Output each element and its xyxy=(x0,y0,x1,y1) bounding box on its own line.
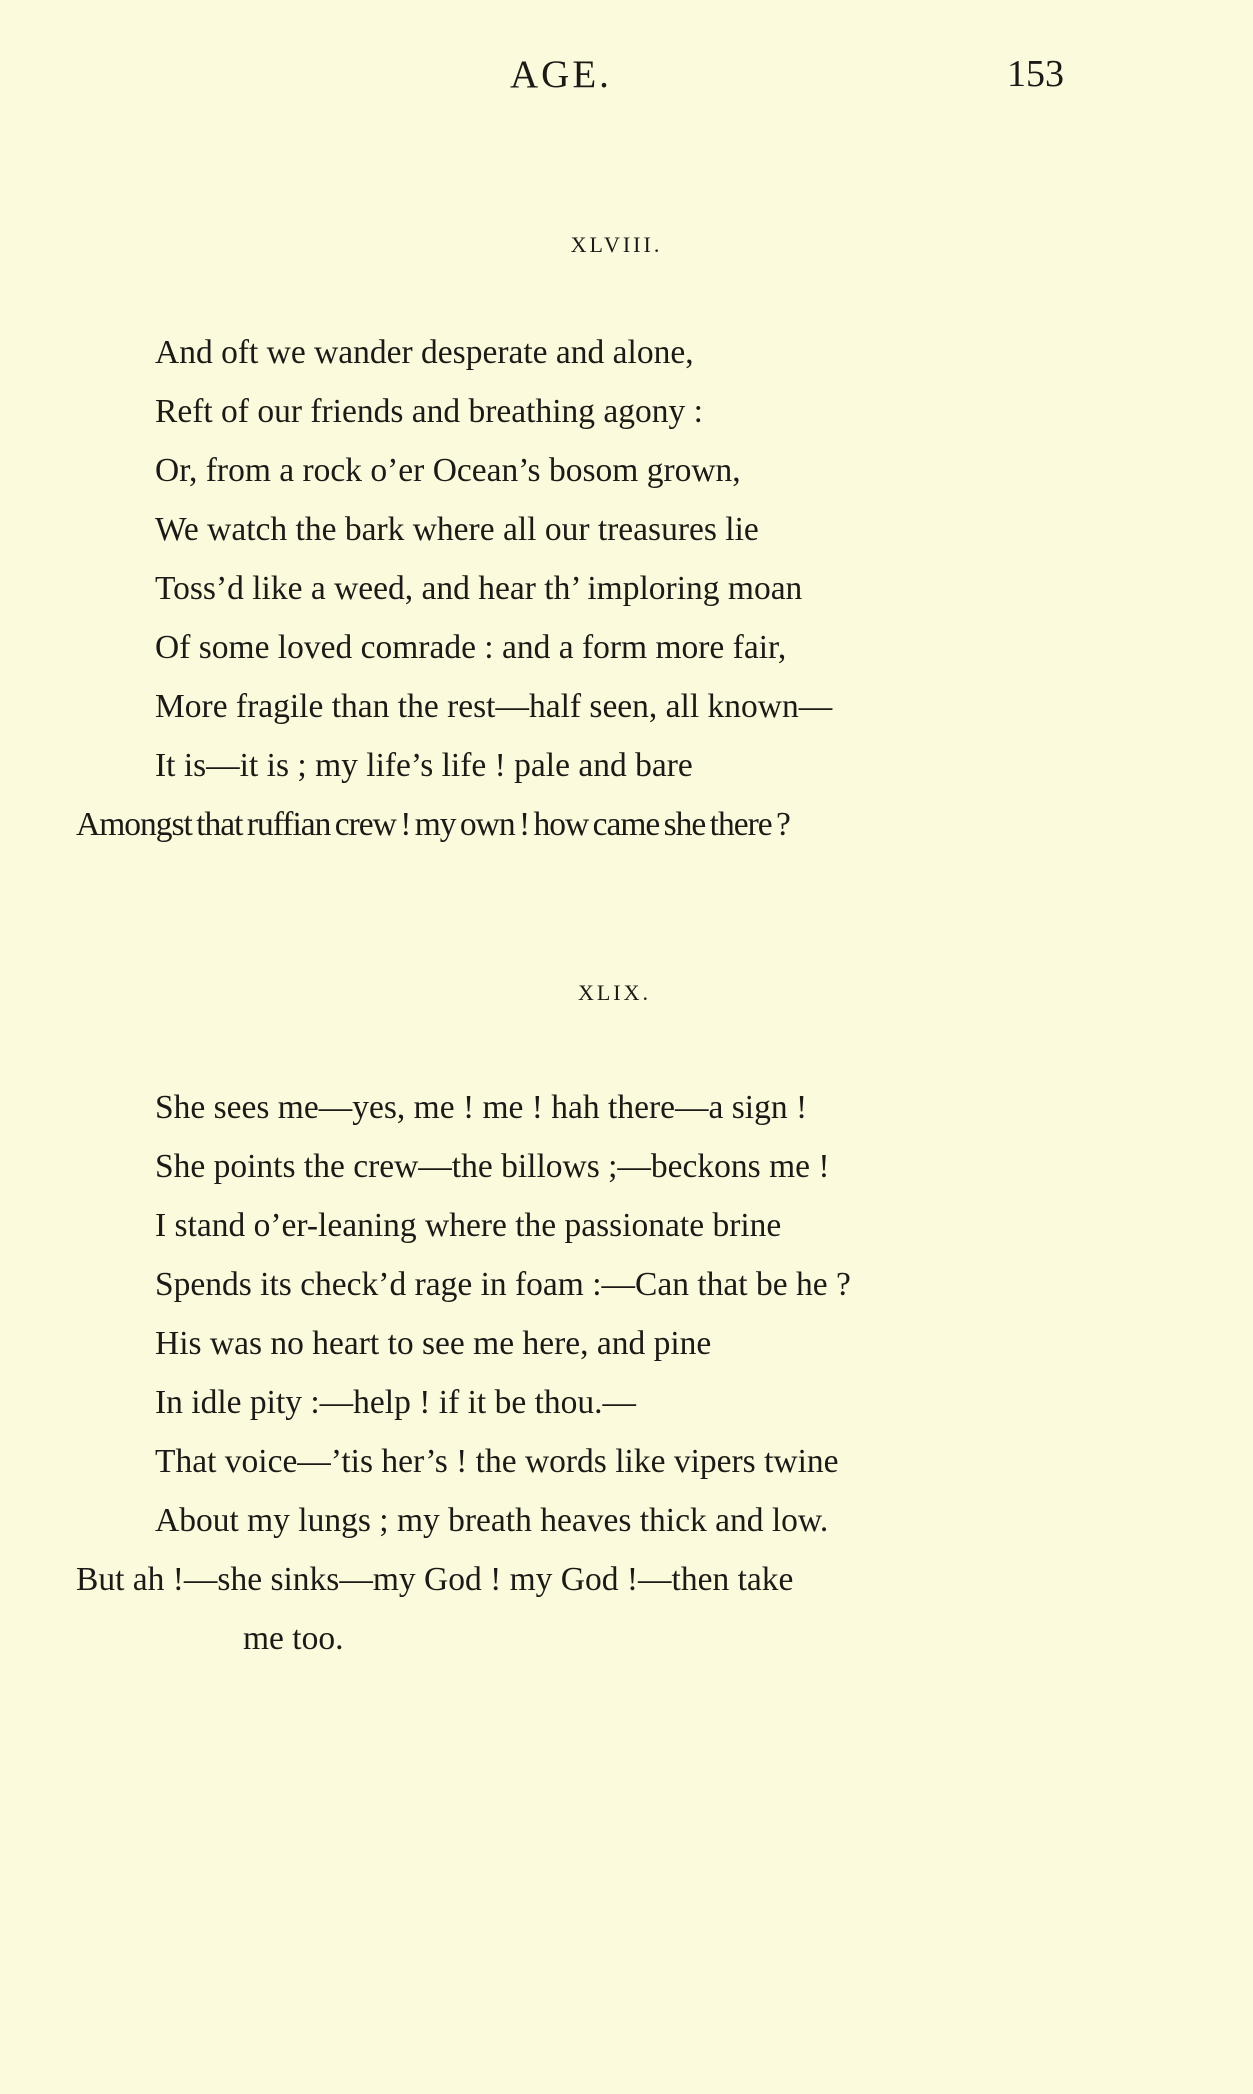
verse-line: And oft we wander desperate and alone, xyxy=(155,334,694,371)
verse-line: Or, from a rock o’er Ocean’s bosom grown, xyxy=(155,452,741,489)
verse-line: Reft of our friends and breathing agony : xyxy=(155,393,703,430)
verse-line: She sees me—yes, me ! me ! hah there—a sign ! xyxy=(155,1089,808,1126)
verse-line: Amongst that ruffian crew ! my own ! how came she there ? xyxy=(76,806,790,843)
verse-line: She points the crew—the billows ;—beckons me ! xyxy=(155,1148,830,1185)
verse-line: Of some loved comrade : and a form more fair, xyxy=(155,629,787,666)
stanza-number-xlix: XLIX. xyxy=(577,980,652,1005)
verse-line-continuation: me too. xyxy=(243,1620,344,1657)
verse-line: I stand o’er-leaning where the passionate brine xyxy=(155,1207,782,1244)
verse-line: But ah !—she sinks—my God ! my God !—then take xyxy=(76,1561,794,1598)
verse-line: It is—it is ; my life’s life ! pale and bare xyxy=(155,747,693,784)
verse-line: In idle pity :—help ! if it be thou.— xyxy=(155,1384,637,1421)
verse-line: Toss’d like a weed, and hear th’ imploring moan xyxy=(155,570,803,607)
stanza-number-xlviii: XLVIII. xyxy=(570,232,663,257)
running-head xyxy=(0,52,1253,102)
verse-line: About my lungs ; my breath heaves thick and low. xyxy=(155,1502,829,1539)
verse-line: We watch the bark where all our treasures lie xyxy=(155,511,759,548)
verse-line: His was no heart to see me here, and pine xyxy=(155,1325,712,1362)
verse-line: More fragile than the rest—half seen, all known— xyxy=(155,688,833,725)
verse-line: That voice—’tis her’s ! the words like vipers twine xyxy=(155,1443,839,1480)
running-title: AGE. xyxy=(510,53,612,96)
page-number: 153 xyxy=(1007,53,1064,95)
verse-line: Spends its check’d rage in foam :—Can that be he ? xyxy=(155,1266,851,1303)
